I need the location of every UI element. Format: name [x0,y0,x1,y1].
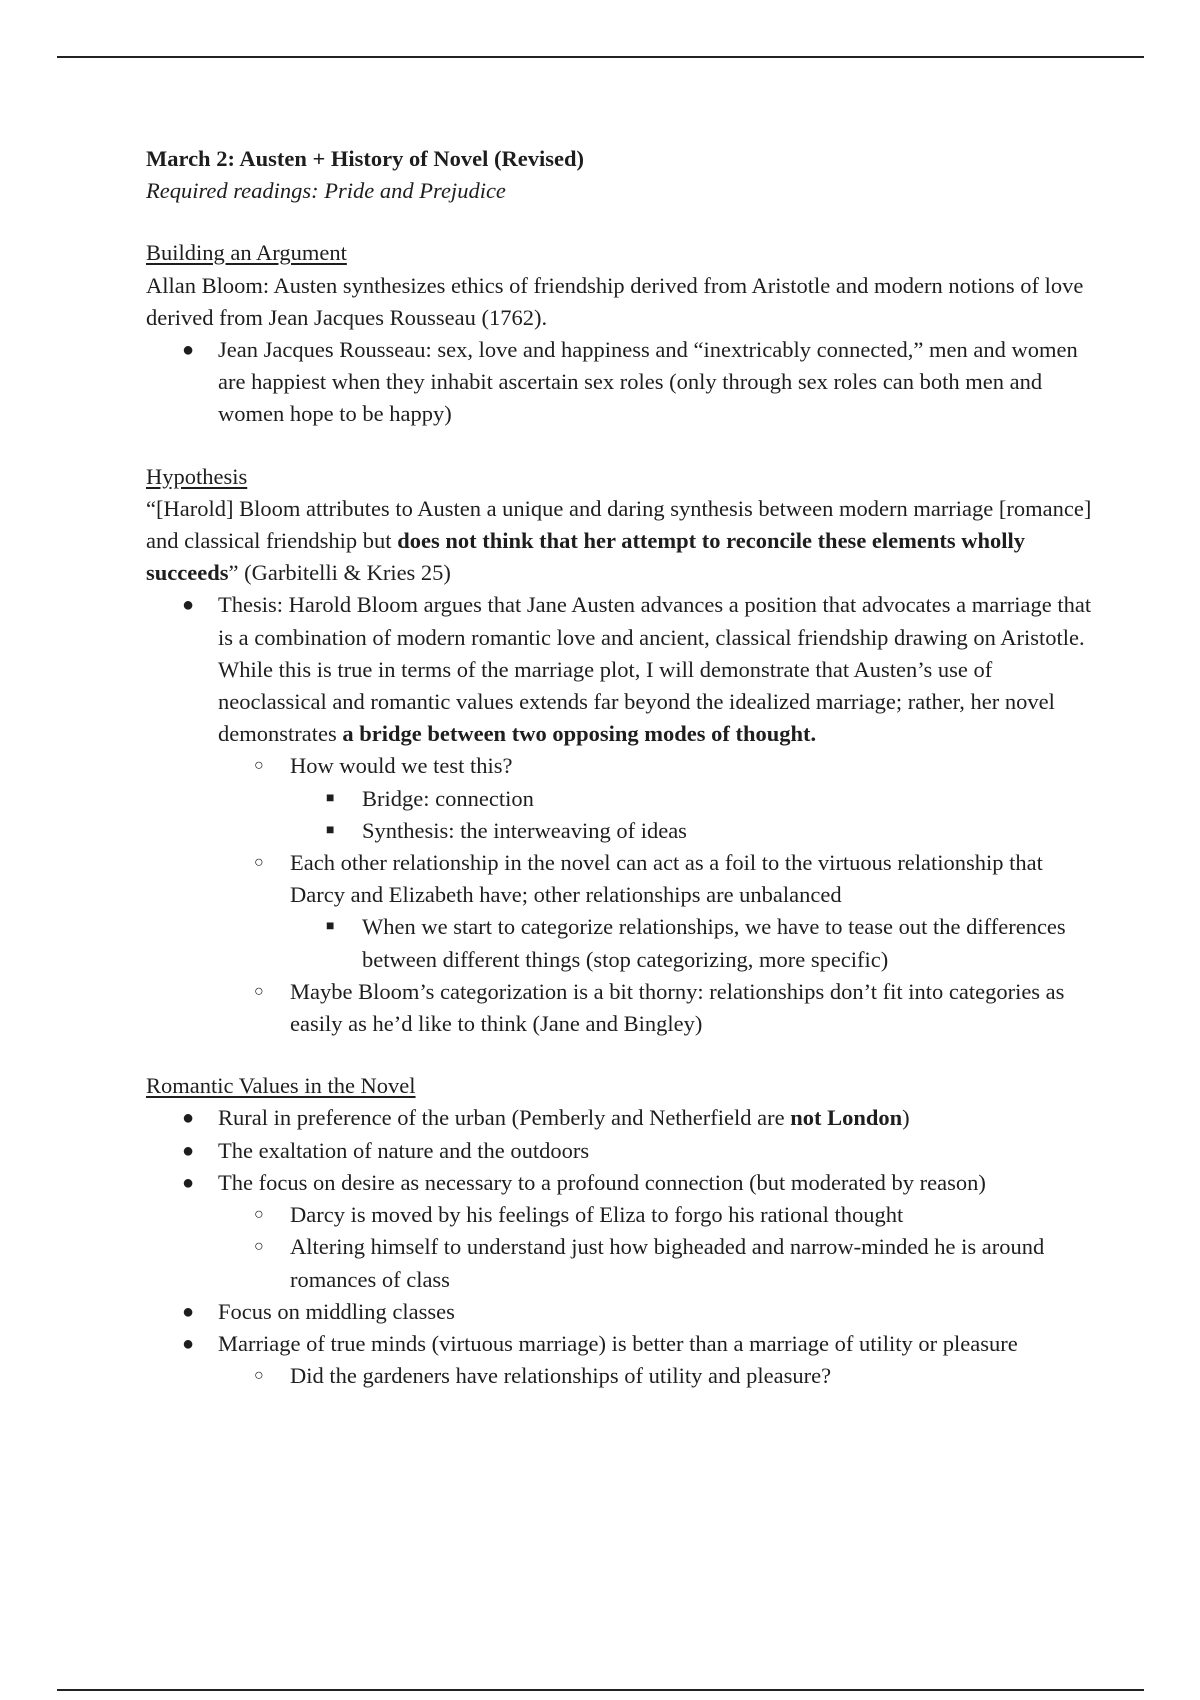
list-item [146,847,1096,911]
argument-list [146,334,1096,431]
page-subtitle: Required readings: Pride and Prejudice [146,178,506,204]
list-item-text: ) [902,1105,910,1131]
bullet-square-icon: ■ [326,790,335,806]
list-item [146,1328,1096,1360]
bullet-circle-icon: ○ [254,757,264,775]
hypothesis-list [146,589,1096,1040]
section-heading-argument: Building an Argument [146,240,347,266]
page-title: March 2: Austen + History of Novel (Revised) [146,146,584,171]
spacer [146,207,1096,237]
list-item [146,1360,1096,1392]
list-item-text: Darcy is moved by his feelings of Eliza to forgo his rational thought [290,1202,904,1228]
romantic-values-list [146,1102,1096,1392]
bullet-square-icon: ■ [326,919,335,935]
list-item [146,815,1096,847]
list-item [146,783,1096,815]
list-item-text: When we start to categorize relationships, we have to tease out the differences between different things (stop categorizing, more specific) [362,914,1066,972]
list-item [146,589,1096,750]
list-item-text: The exaltation of nature and the outdoors [218,1137,590,1163]
bullet-circle-icon: ○ [254,1238,264,1256]
list-item-text: Bridge: connection [362,785,534,811]
list-item-text: Marriage of true minds (virtuous marriage) is better than a marriage of utility or pleasure [218,1330,1018,1356]
list-item-text: Did the gardeners have relationships of utility and pleasure? [290,1363,832,1389]
list-item-text: Jean Jacques Rousseau: sex, love and happiness and “inextricably connected,” men and women are happiest when they inhabit ascertain sex roles (only through sex roles can both men and women hope to be happy) [218,337,1078,427]
list-item [146,1167,1096,1199]
list-item [146,1231,1096,1295]
bullet-disc-icon: ● [182,339,195,362]
list-item [146,334,1096,431]
list-item-text: Focus on middling classes [218,1298,455,1324]
bullet-circle-icon: ○ [254,854,264,872]
bullet-circle-icon: ○ [254,982,264,1000]
quote-bold-text: does not think that her attempt to reconcile these elements wholly succeeds [146,528,1026,586]
list-item [146,911,1096,975]
list-item-text: Each other relationship in the novel can act as a foil to the virtuous relationship that Darcy and Elizabeth have; other relationships are unbalanced [290,850,1043,908]
hypothesis-quote [146,493,1096,590]
thesis-text: Thesis: Harold Bloom argues that Jane Austen advances a position that advocates a marriage that is a combination of modern romantic love and ancient, classical friendship drawing on Aristotle. While this is true in terms of the marriage plot, I will demonstrate that Austen’s use of neoclassical and romantic values extends far beyond the idealized marriage; rather, her novel demonstrates [218,592,1092,747]
bullet-disc-icon: ● [182,1107,195,1130]
bullet-disc-icon: ● [182,1332,195,1355]
bullet-disc-icon: ● [182,1300,195,1323]
list-item-text: Altering himself to understand just how bigheaded and narrow-minded he is around romances of class [290,1234,1045,1292]
spacer [146,431,1096,461]
bottom-horizontal-rule [57,1689,1144,1691]
quote-citation: ” (Garbitelli & Kries 25) [228,560,451,586]
thesis-bold-text: a bridge between two opposing modes of thought. [342,721,817,747]
section-heading-hypothesis: Hypothesis [146,463,248,489]
list-item-bold-text: not London [790,1105,903,1131]
document-body [146,143,1096,1392]
list-item [146,976,1096,1040]
list-item-text: How would we test this? [290,753,513,779]
spacer [146,1040,1096,1070]
list-item [146,1135,1096,1167]
list-item [146,1296,1096,1328]
bullet-circle-icon: ○ [254,1367,264,1385]
list-item-text: Maybe Bloom’s categorization is a bit thorny: relationships don’t fit into categories as easily as he’d like to think (Jane and Bingley) [290,978,1065,1037]
list-item [146,750,1096,782]
list-item-text: Rural in preference of the urban (Pemberly and Netherfield are [218,1105,791,1131]
bullet-disc-icon: ● [182,1139,195,1162]
list-item-text: The focus on desire as necessary to a profound connection (but moderated by reason) [218,1169,986,1195]
bullet-square-icon: ■ [326,822,335,838]
quote-text: “[Harold] Bloom attributes to Austen a unique and daring synthesis between modern marriage [romance] and classical friendship but [146,495,1092,554]
top-horizontal-rule [57,56,1144,58]
list-item-text: Synthesis: the interweaving of ideas [362,817,687,843]
list-item [146,1199,1096,1231]
bullet-disc-icon: ● [182,594,195,617]
argument-intro: Allan Bloom: Austen synthesizes ethics of friendship derived from Aristotle and modern notions of love derived from Jean Jacques Rousseau (1762). [146,272,1084,330]
bullet-disc-icon: ● [182,1171,195,1194]
section-heading-romantic-values: Romantic Values in the Novel [146,1073,416,1099]
list-item [146,1102,1096,1134]
bullet-circle-icon: ○ [254,1206,264,1224]
